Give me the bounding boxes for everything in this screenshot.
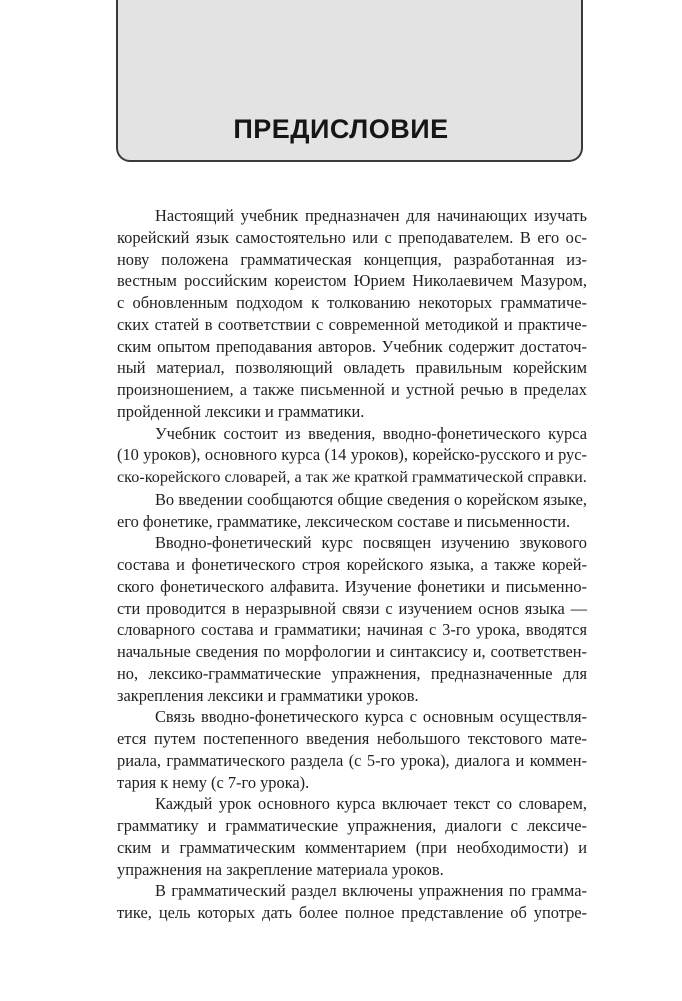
- text-line: ских статей в соответствии с современной методикой и практиче-: [117, 314, 587, 334]
- text-line: Связь вводно-фонетического курса с основным осуществля-: [155, 707, 587, 727]
- text-line: Вводно-фонетический курс посвящен изучению звукового: [155, 533, 587, 553]
- text-line: тария к нему (с 7-го урока).: [117, 772, 310, 792]
- text-line: упражнения на закрепление материала уроков.: [117, 859, 444, 879]
- text-line: Учебник состоит из введения, вводно-фонетического курса: [155, 423, 587, 443]
- text-line: Каждый урок основного курса включает текст со словарем,: [155, 794, 587, 814]
- text-line: нову положена грамматическая концепция, разработанная из-: [117, 249, 587, 269]
- text-line: пройденной лексики и грамматики.: [117, 401, 365, 421]
- text-line: тике, цель которых дать более полное представление об употре-: [117, 903, 587, 922]
- text-line: его фонетике, грамматике, лексическом составе и письменности.: [117, 511, 571, 531]
- text-line: ским и грамматическим комментарием (при необходимости) и: [117, 837, 587, 857]
- text-line: сти проводится в неразрывной связи с изучением основ языка —: [117, 598, 587, 618]
- text-line: Настоящий учебник предназначен для начинающих изучать: [155, 206, 587, 225]
- body-text: [117, 205, 587, 924]
- text-line: корейский язык самостоятельно или с преподавателем. В его ос-: [117, 227, 587, 247]
- text-line: риала, грамматического раздела (с 5-го урока), диалога и коммен-: [117, 750, 587, 770]
- paragraph: [117, 880, 587, 924]
- text-line: закрепления лексики и грамматики уроков.: [117, 685, 419, 705]
- text-line: ный материал, позволяющий овладеть правильным корейским: [117, 358, 587, 378]
- text-line: В грамматический раздел включены упражнения по граммa-: [155, 881, 587, 901]
- text-line: ского фонетического алфавита. Изучение фонетики и письменно-: [117, 576, 587, 596]
- text-line: состава и фонетического строя корейского языка, а также корей-: [117, 555, 587, 574]
- text-line: ско-корейского словарей, а так же краткой грамматической справки.: [117, 468, 587, 486]
- text-line: Во введении сообщаются общие сведения о корейском языке,: [155, 489, 587, 509]
- paragraph: [117, 423, 587, 489]
- page-title: ПРЕДИСЛОВИЕ: [233, 114, 449, 144]
- text-line: начальные сведения по морфологии и синтаксису и, соответствен-: [117, 642, 587, 661]
- text-line: грамматику и грамматические упражнения, диалоги с лексиче-: [117, 816, 587, 835]
- text-line: с обновленным подходом к толкованию некоторых грамматиче-: [117, 293, 587, 312]
- text-line: (10 уроков), основного курса (14 уроков), корейско-русского и рус-: [117, 445, 587, 465]
- text-line: ется путем постепенного введения небольшого текстового мате-: [117, 729, 587, 748]
- text-line: произношением, а также письменной и устной речью в пределах: [117, 380, 587, 399]
- text-line: ским опытом преподавания авторов. Учебник содержит достаточ-: [117, 336, 587, 356]
- text-line: словарного состава и грамматики; начиная с 3-го урока, вводятся: [117, 620, 587, 640]
- paragraph: [117, 205, 587, 423]
- paragraph: [117, 706, 587, 793]
- paragraph: [117, 793, 587, 880]
- text-line: вестным российским кореистом Юрием Николаевичем Мазуром,: [117, 271, 587, 291]
- paragraph: [117, 532, 587, 706]
- text-line: но, лексико-грамматические упражнения, предназначенные для: [117, 663, 587, 683]
- paragraph: [117, 489, 587, 533]
